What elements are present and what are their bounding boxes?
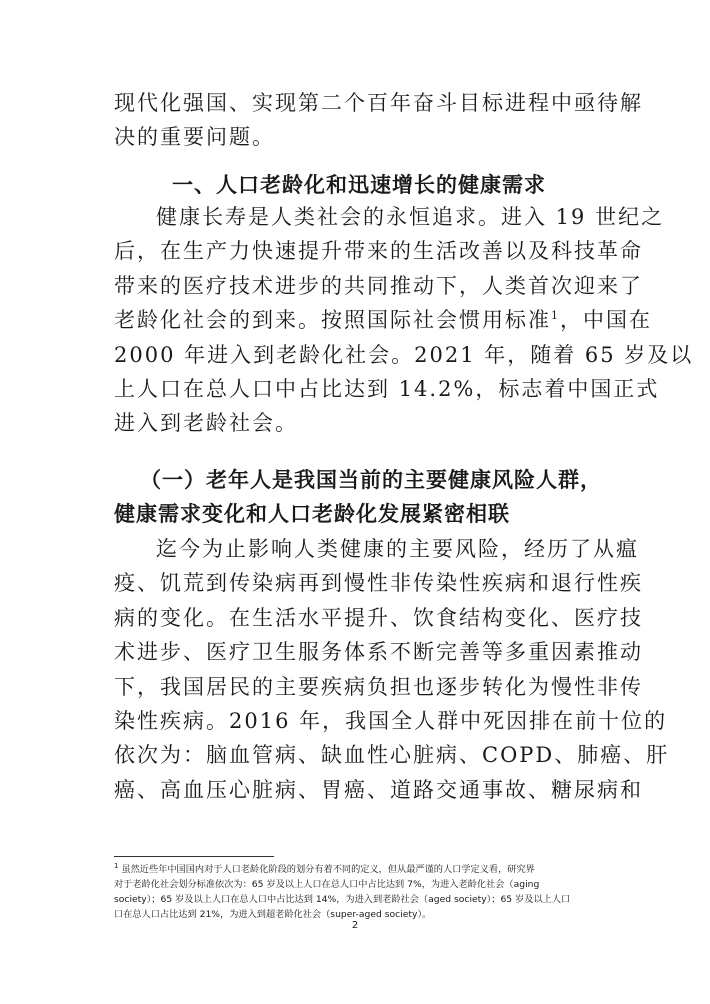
- page-number: 2: [351, 920, 359, 931]
- text-line: 后，在生产力快速提升带来的生活改善以及科技革命: [114, 239, 643, 264]
- text-line: 疫、饥荒到传染病再到慢性非传染性疾病和退行性疾: [114, 571, 643, 596]
- text-line: 上人口在总人口中占比达到 14.2%，标志着中国正式: [114, 377, 660, 402]
- paragraph-aging-society: [114, 200, 694, 441]
- footnote-line: society）；65 岁及以上人口在总人口中占比达到 14%，为进入到老龄社会（aged society）；65 岁及以上人口: [114, 894, 571, 905]
- heading-line: （一）老年人是我国当前的主要健康风险人群，: [140, 467, 602, 492]
- text-line: 病的变化。在生活水平提升、饮食结构变化、医疗技: [114, 605, 643, 630]
- text-line: 进入到老龄社会。: [114, 411, 298, 436]
- subsection-heading: [114, 463, 604, 532]
- text-line: [114, 303, 652, 337]
- text-segment: 虽然近些年中国国内对于人口老龄化阶段的划分有着不同的定义，但从最严谨的人口学定义看，研究界: [118, 864, 535, 875]
- footnote-marker: 1: [114, 861, 119, 870]
- text-line: 术进步、医疗卫生服务体系不断完善等多重因素推动: [114, 640, 643, 665]
- footnote-line: [114, 862, 604, 877]
- text-line: 下，我国居民的主要疾病负担也逐步转化为慢性非传: [114, 674, 643, 699]
- intro-paragraph: [114, 86, 643, 155]
- text-line: 现代化强国、实现第二个百年奋斗目标进程中亟待解: [114, 91, 643, 115]
- text-line: 2000 年进入到老龄化社会。2021 年，随着 65 岁及以: [114, 342, 694, 367]
- text-line: 迄今为止影响人类健康的主要风险，经历了从瘟: [156, 537, 639, 561]
- text-line: 染性疾病。2016 年，我国全人群中死因排在前十位的: [114, 709, 668, 734]
- text-line: 健康长寿是人类社会的永恒追求。进入 19 世纪之: [156, 205, 665, 229]
- footnote-reference[interactable]: 1: [551, 309, 560, 323]
- footnote-line: 口在总人口占比达到 21%，为进入到超老龄化社会（super-aged society）。: [114, 909, 432, 920]
- text-segment: 老龄化社会的到来。按照国际社会惯用标准: [114, 308, 551, 333]
- footnote-line: 对于老龄化社会划分标准依次为：65 岁及以上人口在总人口中占比达到 7%，为进入老龄化社会（aging: [114, 879, 540, 890]
- text-segment: ，中国在: [560, 308, 652, 333]
- text-line: 癌、高血压心脏病、胃癌、道路交通事故、糖尿病和: [114, 777, 643, 802]
- footnote-divider: [114, 856, 274, 857]
- paragraph-health-risks: [114, 532, 670, 807]
- footnote: [114, 862, 604, 922]
- heading-line: 健康需求变化和人口老龄化发展紧密相联: [114, 501, 510, 527]
- section-heading: 一、人口老龄化和迅速增长的健康需求: [172, 173, 546, 197]
- text-line: 带来的医疗技术进步的共同推动下，人类首次迎来了: [114, 273, 643, 298]
- text-line: 决的重要问题。: [114, 125, 275, 150]
- text-line: 依次为：脑血管病、缺血性心脏病、COPD、肺癌、肝: [114, 743, 670, 768]
